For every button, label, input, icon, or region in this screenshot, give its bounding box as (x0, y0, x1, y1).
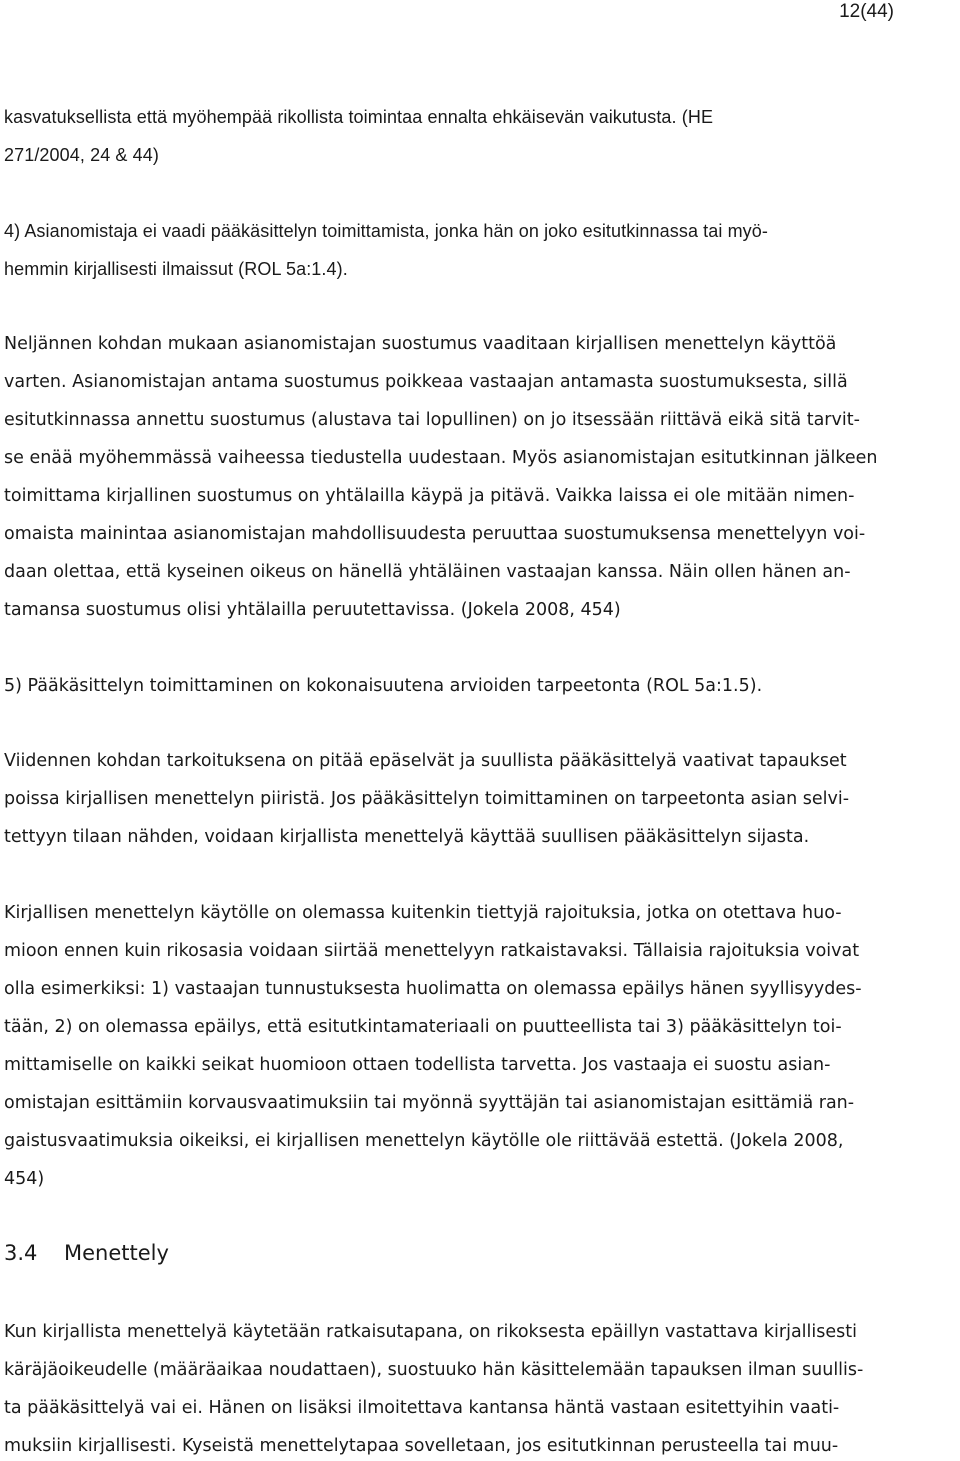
text-line: 271/2004, 24 & 44) (4, 145, 159, 165)
text-line: gaistusvaatimuksia oikeiksi, ei kirjallisen menettelyn käytölle ole riittävää estettä. (Jokela 2008, (4, 1131, 844, 1151)
text-line: kasvatuksellista että myöhempää rikollista toimintaa ennalta ehkäisevän vaikutusta. (HE (4, 107, 714, 127)
section-number: 3.4 (4, 1241, 38, 1265)
text-line: käräjäoikeudelle (määräaikaa noudattaen), suostuuko hän käsittelemään tapauksen ilman suullis- (4, 1360, 864, 1380)
text-line: olla esimerkiksi: 1) vastaajan tunnustuksesta huolimatta on olemassa epäilys hänen syyllisyydes- (4, 979, 862, 999)
text-line: muksiin kirjallisesti. Kyseistä menettelytapaa sovelletaan, jos esitutkinnan perusteella tai muu- (4, 1436, 839, 1456)
text-line: Kirjallisen menettelyn käytölle on olemassa kuitenkin tiettyjä rajoituksia, jotka on otettava huo- (4, 903, 842, 923)
text-line: ta pääkäsittelyä vai ei. Hänen on lisäksi ilmoitettava kantansa häntä vastaan esitettyihin vaati- (4, 1398, 840, 1418)
text-line: tettyyn tilaan nähden, voidaan kirjallista menettelyä käyttää suullisen pääkäsittelyn sijasta. (4, 827, 810, 847)
text-line: toimittama kirjallinen suostumus on yhtälailla käypä ja pitävä. Vaikka laissa ei ole mitään nimen- (4, 486, 855, 506)
page-number: 12(44) (839, 1, 894, 22)
text-line: tamansa suostumus olisi yhtälailla peruutettavissa. (Jokela 2008, 454) (4, 600, 621, 620)
text-line: 454) (4, 1169, 45, 1189)
text-line: hemmin kirjallisesti ilmaissut (ROL 5a:1.4). (4, 259, 348, 279)
text-line: 4) Asianomistaja ei vaadi pääkäsittelyn toimittamista, jonka hän on joko esitutkinnassa tai myö- (4, 221, 768, 241)
text-line: tään, 2) on olemassa epäilys, että esitutkintamateriaali on puutteellista tai 3) pääkäsittelyn toi- (4, 1017, 842, 1037)
text-line: Viidennen kohdan tarkoituksena on pitää epäselvät ja suullista pääkäsittelyä vaativat tapaukset (4, 751, 847, 771)
text-line: poissa kirjallisen menettelyn piiristä. Jos pääkäsittelyn toimittaminen on tarpeetonta asian selvi- (4, 789, 850, 809)
text-line: mioon ennen kuin rikosasia voidaan siirtää menettelyyn ratkaistavaksi. Tällaisia rajoituksia voivat (4, 941, 860, 961)
text-line: Kun kirjallista menettelyä käytetään ratkaisutapana, on rikoksesta epäillyn vastattava kirjallisesti (4, 1322, 857, 1342)
text-line: esitutkinnassa annettu suostumus (alustava tai lopullinen) on jo itsessään riittävä eikä sitä tarvit- (4, 410, 860, 430)
text-line: daan olettaa, että kyseinen oikeus on hänellä yhtäläinen vastaajan kanssa. Näin ollen hänen an- (4, 562, 851, 582)
text-line: 5) Pääkäsittelyn toimittaminen on kokonaisuutena arvioiden tarpeetonta (ROL 5a:1.5). (4, 676, 763, 696)
section-title: Menettely (64, 1241, 169, 1265)
text-line: Neljännen kohdan mukaan asianomistajan suostumus vaaditaan kirjallisen menettelyn käyttöä (4, 334, 837, 354)
text-line: omaista mainintaa asianomistajan mahdollisuudesta peruuttaa suostumuksensa menettelyyn voi- (4, 524, 866, 544)
text-line: omistajan esittämiin korvausvaatimuksiin tai myönnä syyttäjän tai asianomistajan esittämiä ran- (4, 1093, 855, 1113)
text-line: se enää myöhemmässä vaiheessa tiedustella uudestaan. Myös asianomistajan esitutkinnan jälkeen (4, 448, 878, 468)
text-line: mittamiselle on kaikki seikat huomioon ottaen todellista tarvetta. Jos vastaaja ei suostu asian- (4, 1055, 831, 1075)
section-heading (4, 1240, 169, 1266)
text-line: varten. Asianomistajan antama suostumus poikkeaa vastaajan antamasta suostumuksesta, sillä (4, 372, 848, 392)
